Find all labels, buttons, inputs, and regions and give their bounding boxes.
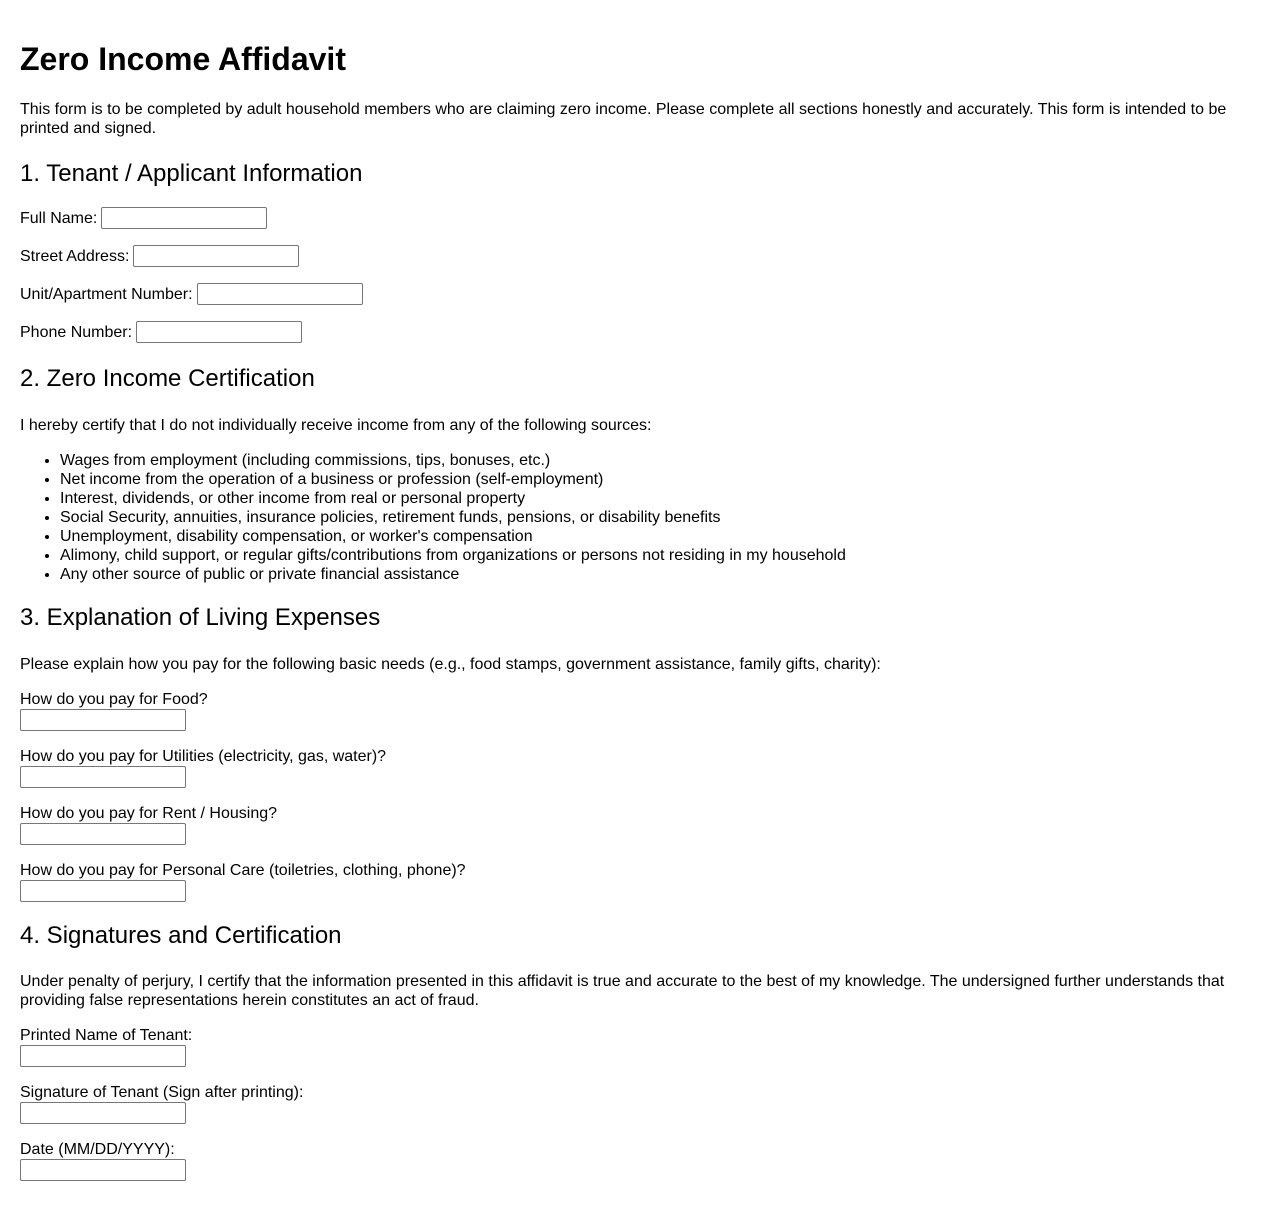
list-item: • Interest, dividends, or other income from real or personal property <box>60 489 1242 508</box>
full-name-row <box>20 207 1242 229</box>
unit-number-input[interactable] <box>197 283 363 305</box>
signature-label: Signature of Tenant (Sign after printing): <box>20 1084 304 1101</box>
food-input[interactable] <box>20 709 186 731</box>
list-item: • Wages from employment (including commissions, tips, bonuses, etc.) <box>60 451 1242 470</box>
list-item: • Social Security, annuities, insurance policies, retirement funds, pensions, or disability benefits <box>60 508 1242 527</box>
printed-name-field <box>20 1026 1242 1067</box>
phone-number-input[interactable] <box>136 321 302 343</box>
signatures-statement: Under penalty of perjury, I certify that the information presented in this affidavit is true and accurate to the best of my knowledge. The undersigned further understands that providing false representations herein constitutes an act of fraud. <box>20 973 1225 1009</box>
list-item: • Net income from the operation of a business or profession (self-employment) <box>60 470 1242 489</box>
food-label: How do you pay for Food? <box>20 691 208 708</box>
street-address-row <box>20 245 1242 267</box>
list-item: • Unemployment, disability compensation, or worker's compensation <box>60 527 1242 546</box>
rent-label: How do you pay for Rent / Housing? <box>20 805 278 822</box>
utilities-field <box>20 747 1242 788</box>
unit-number-label: Unit/Apartment Number: <box>20 285 193 303</box>
personal-care-field <box>20 861 1242 902</box>
section-heading-expenses: 3. Explanation of Living Expenses <box>20 604 381 631</box>
list-item: • Alimony, child support, or regular gifts/contributions from organizations or persons not residing in my household <box>60 546 1242 565</box>
section-heading-tenant-info: 1. Tenant / Applicant Information <box>20 160 363 187</box>
section-heading-certification: 2. Zero Income Certification <box>20 365 315 392</box>
phone-number-label: Phone Number: <box>20 323 133 341</box>
rent-field <box>20 804 1242 845</box>
street-address-input[interactable] <box>133 245 299 267</box>
printed-name-input[interactable] <box>20 1045 186 1067</box>
phone-number-row <box>20 321 1242 343</box>
date-label: Date (MM/DD/YYYY): <box>20 1141 175 1158</box>
rent-input[interactable] <box>20 823 186 845</box>
street-address-label: Street Address: <box>20 247 130 265</box>
income-sources-list <box>20 451 1242 584</box>
unit-number-row <box>20 283 1242 305</box>
list-item: • Any other source of public or private financial assistance <box>60 565 1242 584</box>
food-field <box>20 690 1242 731</box>
date-input[interactable] <box>20 1159 186 1181</box>
personal-care-input[interactable] <box>20 880 186 902</box>
section-heading-signatures: 4. Signatures and Certification <box>20 922 342 949</box>
personal-care-label: How do you pay for Personal Care (toiletries, clothing, phone)? <box>20 862 466 879</box>
expenses-instructions: Please explain how you pay for the following basic needs (e.g., food stamps, government assistance, family gifts, charity): <box>20 656 881 673</box>
signature-field <box>20 1083 1242 1124</box>
certification-statement: I hereby certify that I do not individually receive income from any of the following sources: <box>20 417 652 434</box>
printed-name-label: Printed Name of Tenant: <box>20 1027 193 1044</box>
full-name-input[interactable] <box>101 207 267 229</box>
intro-text: This form is to be completed by adult household members who are claiming zero income. Please complete all sections honestly and accurately. This form is intended to be printed and signed. <box>20 101 1227 137</box>
full-name-label: Full Name: <box>20 209 98 227</box>
utilities-input[interactable] <box>20 766 186 788</box>
signature-input[interactable] <box>20 1102 186 1124</box>
date-field <box>20 1140 1242 1181</box>
page-title: Zero Income Affidavit <box>20 41 346 77</box>
utilities-label: How do you pay for Utilities (electricity, gas, water)? <box>20 748 387 765</box>
